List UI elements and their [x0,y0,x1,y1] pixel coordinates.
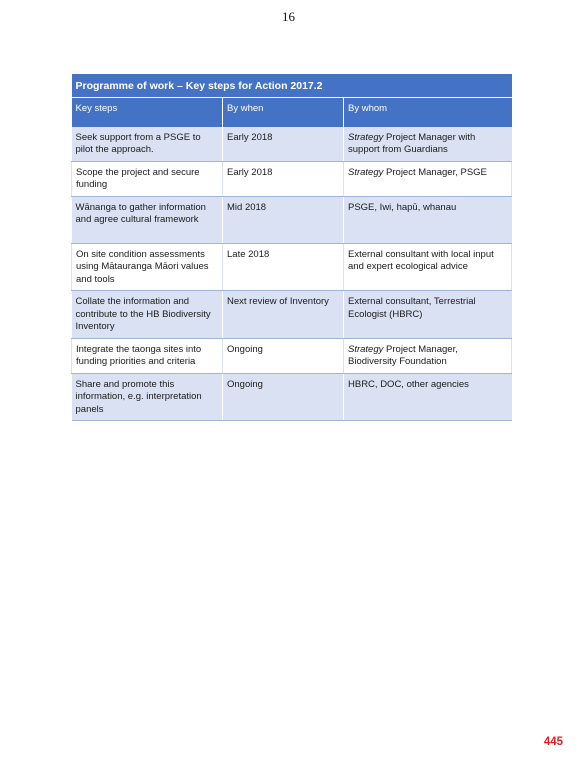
by-whom-cell [344,196,512,243]
page-number: 16 [282,9,295,24]
key-step-cell: Wānanga to gather information and agree cultural framework [72,196,223,243]
table-row [72,373,512,421]
by-whom-emphasis: Strategy [348,131,384,143]
by-whom-emphasis: Strategy [348,343,384,355]
table-title: Programme of work – Key steps for Action 2017.2 [72,74,512,97]
by-when-cell: Next review of Inventory [223,291,344,339]
key-step-cell: On site condition assessments using Mātauranga Māori values and tools [72,243,223,291]
table-row [72,338,512,373]
document-page-number: 445 [543,736,563,748]
key-step-cell: Scope the project and secure funding [72,161,223,196]
key-steps-table [71,74,512,421]
by-whom-text: External consultant, Terrestrial Ecologist (HBRC) [348,296,476,320]
table-row [72,161,512,196]
key-step-cell: Collate the information and contribute to the HB Biodiversity Inventory [72,291,223,339]
column-header-by-whom: By whom [344,97,512,127]
by-whom-cell [344,291,512,339]
by-when-cell: Ongoing [223,338,344,373]
table-row [72,196,512,243]
by-when-cell: Early 2018 [223,127,344,162]
by-when-cell: Ongoing [223,373,344,421]
column-header-by-when: By when [223,97,344,127]
by-whom-cell [344,243,512,291]
table-header-row [72,97,512,127]
by-when-cell: Late 2018 [223,243,344,291]
by-whom-cell [344,161,512,196]
by-when-cell: Mid 2018 [223,196,344,243]
by-whom-text: HBRC, DOC, other agencies [348,378,469,390]
table-row [72,127,512,162]
by-whom-cell [344,373,512,421]
by-whom-text: PSGE, Iwi, hapū, whanau [348,201,457,213]
key-steps-table-container [71,74,511,421]
table-row [72,291,512,339]
by-whom-emphasis: Strategy [348,166,384,178]
by-whom-text: Project Manager, Biodiversity Foundation [348,343,458,367]
key-step-cell: Seek support from a PSGE to pilot the approach. [72,127,223,162]
by-when-cell: Early 2018 [223,161,344,196]
table-title-row [72,74,512,97]
table-row [72,243,512,291]
key-step-cell: Share and promote this information, e.g. interpretation panels [72,373,223,421]
column-header-key-steps: Key steps [72,97,223,127]
by-whom-cell [344,127,512,162]
by-whom-cell [344,338,512,373]
by-whom-text: Project Manager with support from Guardians [348,131,476,155]
key-step-cell: Integrate the taonga sites into funding priorities and criteria [72,338,223,373]
by-whom-text: Project Manager, PSGE [383,166,487,178]
by-whom-text: External consultant with local input and expert ecological advice [348,248,494,272]
